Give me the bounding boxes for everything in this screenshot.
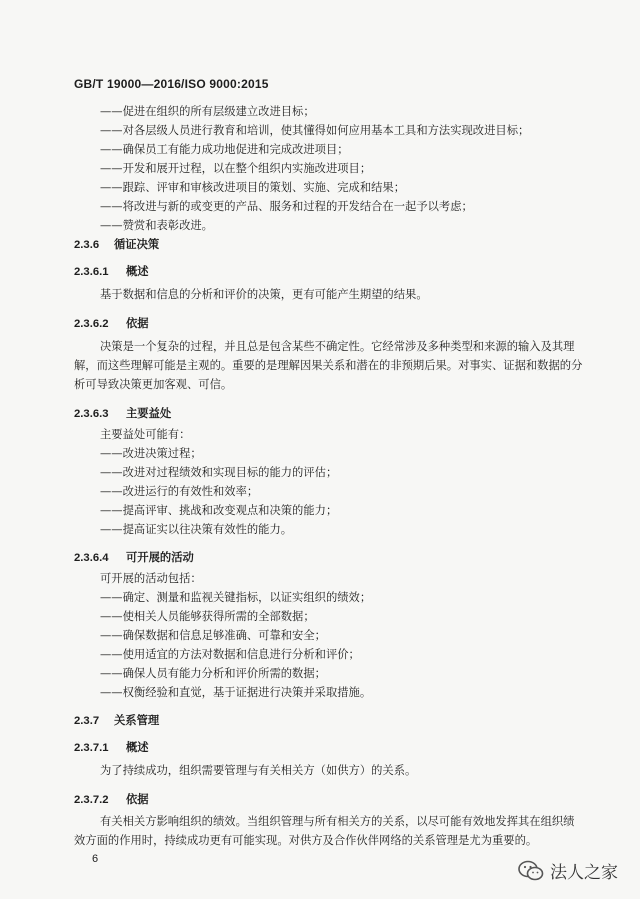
- list-item: ——使相关人员能够获得所需的全部数据；: [100, 610, 315, 623]
- subsection-heading: [74, 405, 171, 421]
- section-title: 概述: [126, 266, 149, 278]
- list-item: ——将改进与新的或变更的产品、服务和过程的开发结合在一起予以考虑；: [100, 200, 473, 213]
- list-item: ——改进对过程绩效和实现目标的能力的评估；: [100, 466, 338, 479]
- watermark-text: 法人之家: [550, 863, 618, 883]
- section-number: 2.3.6.3: [74, 408, 109, 420]
- subsection-heading: [74, 315, 149, 331]
- list-item: ——对各层级人员进行教育和培训，使其懂得如何应用基本工具和方法实现改进目标；: [100, 124, 530, 137]
- section-title: 主要益处: [126, 408, 172, 420]
- section-number: 2.3.6.4: [74, 552, 109, 564]
- section-number: 2.3.7.1: [74, 742, 109, 754]
- watermark: [518, 858, 618, 883]
- list-item: ——确保人员有能力分析和评价所需的数据；: [100, 667, 326, 680]
- subsection-heading: [74, 549, 194, 565]
- page-number: 6: [92, 853, 99, 865]
- list-intro: 可开展的活动包括：: [100, 572, 202, 585]
- list-item: ——跟踪、评审和审核改进项目的策划、实施、完成和结果；: [100, 181, 406, 194]
- section-title: 概述: [126, 742, 149, 754]
- list-item: ——确定、测量和监视关键指标，以证实组织的绩效；: [100, 591, 372, 604]
- paragraph-line: 有关相关方影响组织的绩效。当组织管理与所有相关方的关系，以尽可能有效地发挥其在组织绩: [100, 815, 575, 828]
- section-number: 2.3.7: [74, 715, 100, 727]
- list-item: ——提高证实以往决策有效性的能力。: [100, 523, 293, 536]
- list-item: ——确保员工有能力成功地促进和完成改进项目；: [100, 143, 349, 156]
- paragraph-line: 析可导致决策更加客观、可信。: [74, 378, 233, 391]
- section-number: 2.3.7.2: [74, 794, 109, 806]
- section-title: 依据: [126, 794, 149, 806]
- list-item: ——促进在组织的所有层级建立改进目标；: [100, 105, 315, 118]
- section-title: 循证决策: [114, 239, 160, 251]
- standard-header: GB/T 19000—2016/ISO 9000:2015: [74, 77, 269, 91]
- subsection-heading: [74, 263, 149, 279]
- list-item: ——赞赏和表彰改进。: [100, 219, 213, 232]
- paragraph-line: 决策是一个复杂的过程，并且总是包含某些不确定性。它经常涉及多种类型和来源的输入及其理: [100, 340, 575, 353]
- section-title: 可开展的活动: [126, 552, 194, 564]
- section-heading: [74, 236, 159, 252]
- list-item: ——权衡经验和直觉，基于证据进行决策并采取措施。: [100, 686, 372, 699]
- paragraph: 为了持续成功，组织需要管理与有关相关方（如供方）的关系。: [100, 764, 417, 777]
- list-item: ——使用适宜的方法对数据和信息进行分析和评价；: [100, 648, 360, 661]
- list-item: ——提高评审、挑战和改变观点和决策的能力；: [100, 504, 338, 517]
- list-item: ——确保数据和信息足够准确、可靠和安全；: [100, 629, 326, 642]
- section-title: 依据: [126, 318, 149, 330]
- subsection-heading: [74, 739, 149, 755]
- list-intro: 主要益处可能有：: [100, 428, 191, 441]
- list-item: ——开发和展开过程，以在整个组织内实施改进项目；: [100, 162, 372, 175]
- section-number: 2.3.6: [74, 239, 100, 251]
- section-number: 2.3.6.2: [74, 318, 109, 330]
- paragraph: 基于数据和信息的分析和评价的决策，更有可能产生期望的结果。: [100, 288, 428, 301]
- wechat-icon: [518, 860, 544, 882]
- list-item: ——改进决策过程；: [100, 447, 202, 460]
- section-heading: [74, 712, 159, 728]
- subsection-heading: [74, 791, 149, 807]
- section-number: 2.3.6.1: [74, 266, 109, 278]
- paragraph-line: 效方面的作用时，持续成功更有可能实现。对供方及合作伙伴网络的关系管理是尤为重要的。: [74, 834, 538, 847]
- paragraph-line: 解，而这些理解可能是主观的。重要的是理解因果关系和潜在的非预期后果。对事实、证据和数据的分: [74, 359, 583, 372]
- list-item: ——改进运行的有效性和效率；: [100, 485, 259, 498]
- section-title: 关系管理: [114, 715, 160, 727]
